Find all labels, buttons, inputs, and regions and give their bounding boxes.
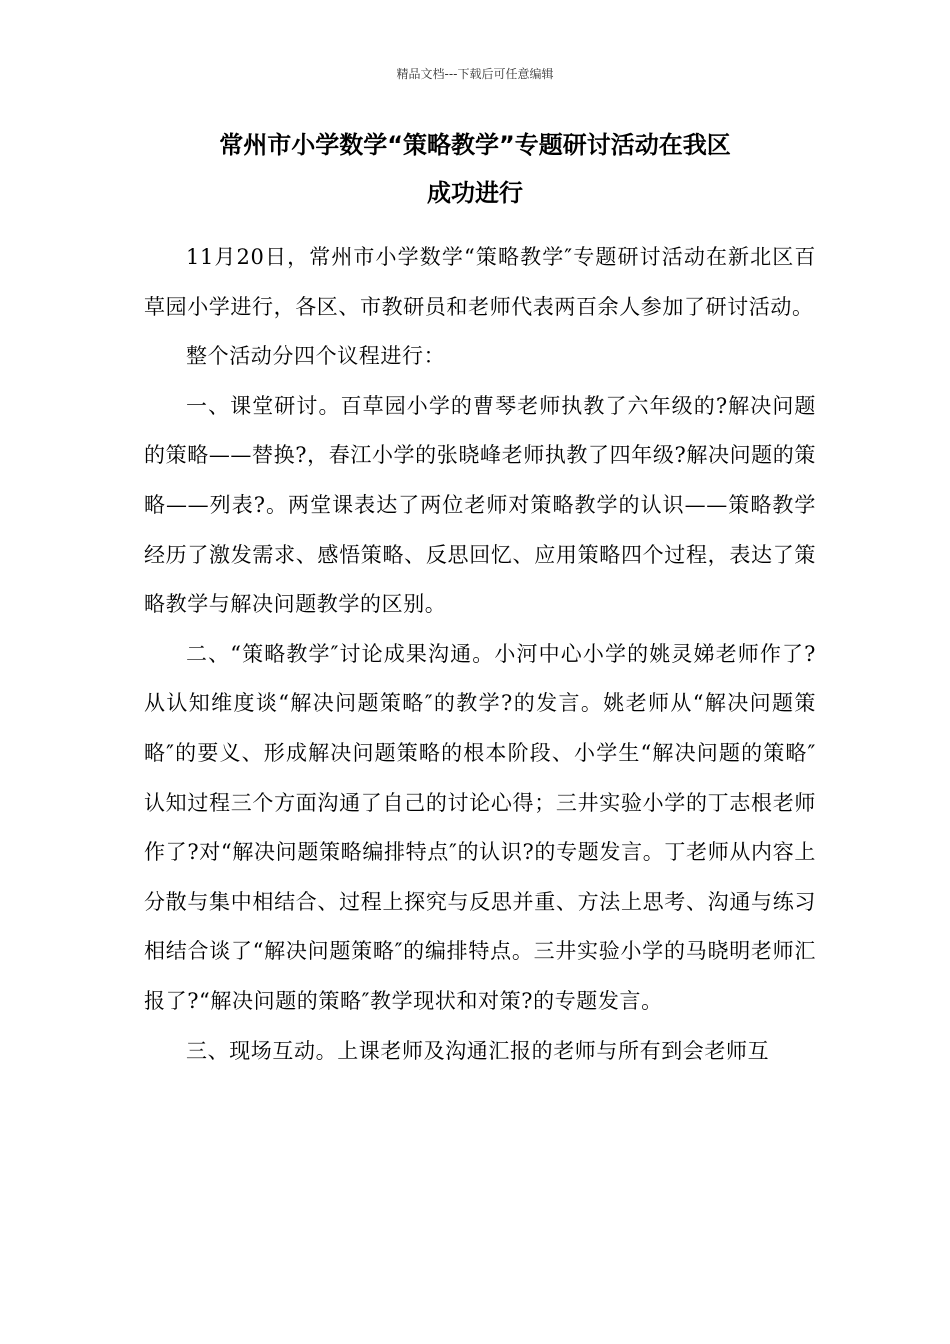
header-note: 精品文档---下载后可任意编辑 [396, 67, 554, 81]
paragraph-classroom-research: 一、课堂研讨。百草园小学的曹琴老师执教了六年级的?解决问题的策略——替换?，春江小学的张晓峰老师执教了四年级?解决问题的策略——列表?。两堂课表达了两位老师对策略教学的认识——策略教学经历了激发需求、感悟策略、反思回忆、应用策略四个过程，表达了策略教学与解决问题教学的区别。 [144, 393, 816, 617]
document-body [144, 233, 816, 1076]
paragraph-research-exchange: 二、“策略教学″讨论成果沟通。小河中心小学的姚灵娣老师作了?从认知维度谈“解决问题策略″的教学?的发言。姚老师从“解决问题策略″的要义、形成解决问题策略的根本阶段、小学生“解决问题的策略″认知过程三个方面沟通了自己的讨论心得；三井实验小学的丁志根老师作了?对“解决问题策略编排特点″的认识?的专题发言。丁老师从内容上分散与集中相结合、过程上探究与反思并重、方法上思考、沟通与练习相结合谈了“解决问题策略″的编排特点。三井实验小学的马晓明老师汇报了?“解决问题的策略″教学现状和对策?的专题发言。 [144, 641, 816, 1013]
document-title-line-2: 成功进行 [427, 179, 523, 207]
paragraph-interaction: 三、现场互动。上课老师及沟通汇报的老师与所有到会老师互 [186, 1038, 770, 1063]
document-title-line-1: 常州市小学数学“策略教学”专题研讨活动在我区 [219, 131, 731, 159]
paragraph-intro: 11月20日，常州市小学数学“策略教学″专题研讨活动在新北区百草园小学进行，各区、市教研员和老师代表两百余人参加了研讨活动。 [144, 245, 816, 319]
paragraph-agenda: 整个活动分四个议程进行： [186, 344, 446, 369]
